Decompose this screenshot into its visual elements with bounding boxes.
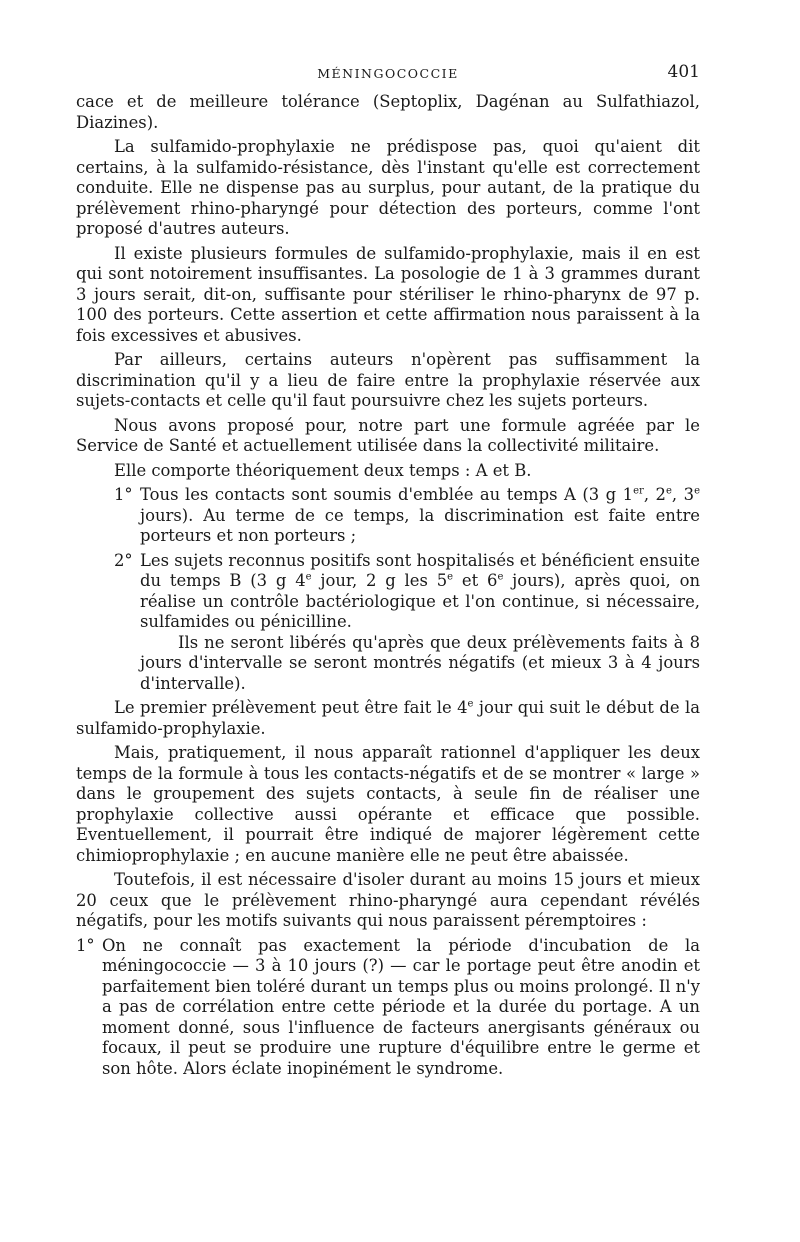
paragraph: Mais, pratiquement, il nous apparaît rationnel d'appliquer les deux temps de la formule à tous les contacts-négatifs et de se montrer « large » dans le groupement des sujets contacts, à seule fin de réaliser une prophylaxie collective aussi opérante et efficace que possible. Eventuellement, il pourrait être indiqué de majorer légèrement cette chimioprophylaxie ; en aucune manière elle ne peut être abaissée.: [76, 743, 700, 865]
list-item-body: [140, 485, 700, 547]
text-run: jour qui suit le début de la sulfamido-prophylaxie.: [76, 698, 700, 738]
book-page: [76, 60, 700, 1083]
paragraph: Nous avons proposé pour, notre part une formule agréée par le Service de Santé et actuellement utilisée dans la collectivité militaire.: [76, 415, 700, 455]
text-run: Tous les contacts sont soumis d'emblée au temps A (3 g 1: [140, 485, 634, 504]
text-run: et 6: [453, 571, 498, 590]
list-item-text: [140, 485, 700, 547]
text-run: jours). Au terme de ce temps, la discrimination est faite entre porteurs et non porteurs ;: [140, 505, 700, 545]
superscript: e: [447, 571, 454, 583]
text-run: , 3: [671, 485, 695, 504]
list-item: [76, 485, 700, 547]
superscript: e: [305, 571, 312, 583]
text-run: jour, 2 g les 5: [311, 571, 448, 590]
superscript: e: [467, 698, 474, 710]
list-item: [76, 936, 700, 1080]
text-run: , 2: [643, 485, 666, 504]
superscript: er: [633, 485, 644, 497]
page-number: 401: [667, 62, 700, 82]
running-title: MÉNINGOCOCCIE: [317, 66, 459, 81]
body-text: [76, 92, 700, 1079]
list-item-text: [140, 551, 700, 633]
paragraph: cace et de meilleure tolérance (Septoplix, Dagénan au Sulfathiazol, Diazines).: [76, 92, 700, 132]
list-item-body: [102, 936, 700, 1080]
list-item: [76, 551, 700, 695]
list-item-text: On ne connaît pas exactement la période d'incubation de la méningococcie — 3 à 10 jours (?) — car le portage peut être anodin et parfaitement bien toléré durant un temps plus ou moins prolongé. Il n'y a pas de corrélation entre cette période et la durée du portage. A un moment donné, sous l'influence de facteurs anergisants généraux ou focaux, il peut se produire une rupture d'équilibre entre le germe et son hôte. Alors éclate inopinément le syndrome.: [102, 935, 700, 1078]
list-item-subparagraph: Ils ne seront libérés qu'après que deux prélèvements faits à 8 jours d'intervalle se seront montrés négatifs (et mieux 3 à 4 jours d'intervalle).: [140, 632, 700, 693]
paragraph: [76, 698, 700, 739]
list-item-body: [140, 551, 700, 695]
list-number: 1°: [76, 935, 95, 955]
paragraph: Par ailleurs, certains auteurs n'opèrent pas suffisamment la discrimination qu'il y a lieu de faire entre la prophylaxie réservée aux sujets-contacts et celle qu'il faut poursuivre chez les sujets porteurs.: [76, 350, 700, 410]
superscript: e: [497, 571, 504, 583]
list-number: 2°: [114, 550, 133, 570]
list-number: 1°: [114, 485, 133, 504]
text-run: Le premier prélèvement peut être fait le 4: [114, 698, 468, 717]
paragraph: La sulfamido-prophylaxie ne prédispose pas, quoi qu'aient dit certains, à la sulfamido-résistance, dès l'instant qu'elle est correctement conduite. Elle ne dispense pas au surplus, pour autant, de la pratique du prélèvement rhino-pharyngé pour détection des porteurs, comme l'ont proposé d'autres auteurs.: [76, 137, 700, 238]
paragraph: Toutefois, il est nécessaire d'isoler durant au moins 15 jours et mieux 20 ceux que le prélèvement rhino-pharyngé aura cependant révélés négatifs, pour les motifs suivants qui nous paraissent péremptoires :: [76, 870, 700, 930]
text-run: Les sujets reconnus positifs sont hospitalisés et bénéficient ensuite du temps B (3 g 4: [140, 550, 700, 590]
paragraph: Elle comporte théoriquement deux temps : A et B.: [114, 460, 532, 480]
running-header: [76, 60, 700, 88]
paragraph: Il existe plusieurs formules de sulfamido-prophylaxie, mais il en est qui sont notoirement insuffisantes. La posologie de 1 à 3 grammes durant 3 jours serait, dit-on, suffisante pour stériliser le rhino-pharynx de 97 p. 100 des porteurs. Cette assertion et cette affirmation nous paraissent à la fois excessives et abusives.: [76, 243, 700, 345]
superscript: e: [694, 485, 700, 497]
superscript: e: [665, 485, 672, 497]
text-run: jours), après quoi, on réalise un contrôle bactériologique et l'on continue, si nécessaire, sulfamides ou pénicilline.: [140, 571, 700, 631]
